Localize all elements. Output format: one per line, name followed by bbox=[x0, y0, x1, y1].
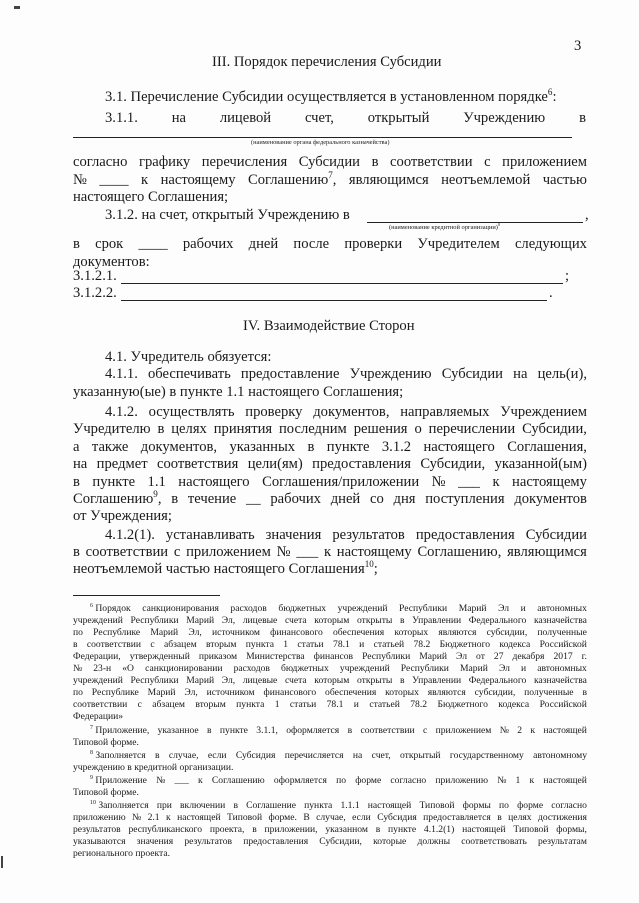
section-4-heading: IV. Взаимодействие Сторон bbox=[243, 318, 415, 334]
paragraph-4-1-2-line-2: Учредителю в целях принятия последним решения о перечислении Субсидии, bbox=[73, 421, 587, 437]
footnote-10-line-1: $^{10}$ Заполняется при включении в Соглашение пункта 1.1.1 настоящей Типовой формы по форме согласно bbox=[90, 799, 587, 811]
section-3-heading: III. Порядок перечисления Субсидии bbox=[212, 54, 442, 70]
footnote-6-line-6: № 23-н «О санкционировании расходов бюджетных учреждений Республики Марий Эл и автономных bbox=[73, 663, 587, 674]
paragraph-3-1-2: 3.1.2. на счет, открытый Учреждению в bbox=[105, 207, 350, 223]
footnote-6-line-4: в соответствии с абзацем вторым пункта 1 статьи 78.1 и статьей 78.2 Бюджетного кодекса Российской bbox=[73, 639, 587, 650]
treasury-caption: (наименование органа федерального казначейства) bbox=[251, 139, 390, 146]
footnote-7-line-1: $^7$ Приложение, указанное в пункте 3.1.1, оформляется в соответствии с приложением № 2 к настоящей bbox=[90, 724, 587, 736]
schedule-line-3: настоящего Соглашения; bbox=[73, 189, 229, 205]
item-3-1-2-2-blank bbox=[121, 300, 547, 301]
footnote-mark-6: 6 bbox=[90, 602, 93, 609]
deadline-line-1: в срок ____ рабочих дней после проверки Учредителем следующих bbox=[73, 236, 587, 252]
footnote-mark-10: 10 bbox=[90, 799, 96, 806]
bank-caption: (наименование кредитной организации)$^8$ bbox=[389, 221, 500, 231]
footnote-ref-9: 9 bbox=[153, 489, 158, 500]
item-3-1-2-1: 3.1.2.1. bbox=[73, 268, 117, 284]
footnote-9-last-line: Типовой форме. bbox=[73, 787, 139, 798]
paragraph-4-1-2-line-3: а также документов, указанных в пункте 3.1.2 настоящего Соглашения, bbox=[73, 439, 587, 455]
item-3-1-2-1-end: ; bbox=[565, 268, 570, 284]
footnote-10-line-3: результатов республиканского проекта, в приложении, указанном в пункте 4.1.2(1) настоящей Типовой формы, bbox=[73, 824, 587, 835]
footnote-6-last-line: Федерации» bbox=[73, 711, 124, 722]
footnote-6-line-8: по Республике Марий Эл, источником финансового обеспечения которых являются субсидии, полученные в bbox=[73, 687, 587, 698]
paragraph-4-1-1-line-2: указанную(ые) в пункте 1.1 настоящего Соглашения; bbox=[73, 384, 404, 400]
item-3-1-2-2: 3.1.2.2. bbox=[73, 285, 117, 301]
scan-mark bbox=[1, 856, 3, 868]
footnote-10-line-2: приложению № 2.1 к настоящей Типовой форме. В случае, если Субсидия предоставляется в целях достижения bbox=[73, 812, 587, 823]
bank-blank-line bbox=[367, 222, 583, 223]
paragraph-4-1-2-1-line-1: 4.1.2(1). устанавливать значения результатов предоставления Субсидии bbox=[105, 527, 587, 543]
footnote-7-last-line: Типовой форме. bbox=[73, 737, 139, 748]
footnote-6-line-2: учреждений Республики Марий Эл, лицевые счета которым открыты в Управлении Федерального казначейства bbox=[73, 615, 587, 626]
schedule-line-2: № ____ к настоящему Соглашению$^7$, являющимся неотъемлемой частью bbox=[73, 170, 587, 188]
treasury-blank-line bbox=[73, 137, 572, 138]
paragraph-4-1-2-1-line-3: неотъемлемой частью настоящего Соглашения$^{10}$; bbox=[73, 559, 378, 577]
footnote-mark-9: 9 bbox=[90, 774, 93, 781]
paragraph-3-1-2-end: , bbox=[585, 207, 589, 223]
footnote-mark-8: 8 bbox=[90, 749, 93, 756]
paragraph-3-1-1: 3.1.1. на лицевой счет, открытый Учреждению в bbox=[105, 110, 586, 126]
paragraph-3-1: 3.1. Перечисление Субсидии осуществляется в установленном порядке$^6$: bbox=[105, 87, 557, 105]
footnote-6-line-7: учреждений Республики Марий Эл, лицевые счета которым открыты в Управлении Федерального казначейства bbox=[73, 675, 587, 686]
footnote-6-line-1: $^6$ Порядок санкционирования расходов бюджетных учреждений Республики Марий Эл и автономных bbox=[90, 602, 587, 614]
paragraph-4-1-2-line-7: от Учреждения; bbox=[73, 508, 172, 524]
item-3-1-2-2-end: . bbox=[549, 285, 553, 301]
footnote-6-line-3: по Республике Марий Эл, источником финансового обеспечения которых являются субсидии, полученные bbox=[73, 627, 587, 638]
schedule-line-1: согласно графику перечисления Субсидии в соответствии с приложением bbox=[73, 154, 587, 170]
footnote-10-last-line: регионального проекта. bbox=[73, 848, 170, 859]
paragraph-4-1-2-1-line-2: в соответствии с приложением № ___ к настоящему Соглашению, являющимся bbox=[73, 544, 587, 560]
footnote-ref-6: 6 bbox=[547, 87, 553, 98]
footnote-ref-10: 10 bbox=[364, 559, 374, 570]
paragraph-4-1: 4.1. Учредитель обязуется: bbox=[105, 349, 272, 365]
paragraph-4-1-2-line-4: на предмет соответствия цели(ям) предоставления Субсидии, указанной(ым) bbox=[73, 456, 587, 472]
paragraph-4-1-2-line-6: Соглашению$^9$, в течение __ рабочих дней со дня поступления документов bbox=[73, 489, 587, 507]
footnote-6-line-9: соответствии с абзацем вторым пункта 1 статьи 78.1 и статьей 78.2 Бюджетного кодекса Российской bbox=[73, 699, 587, 710]
footnote-8-line-1: $^8$ Заполняется в случае, если Субсидия перечисляется на счет, открытый государственному автономному bbox=[90, 749, 587, 761]
footnote-6-line-5: Федерации, утвержденный приказом Министерства финансов Республики Марий Эл от 27 декабря 2017 г. bbox=[73, 651, 587, 662]
footnote-ref-8: 8 bbox=[497, 221, 500, 227]
paragraph-4-1-1-line-1: 4.1.1. обеспечивать предоставление Учреждению Субсидии на цель(и), bbox=[105, 366, 587, 382]
deadline-line-2: документов: bbox=[73, 254, 150, 270]
paragraph-4-1-2-line-5: в пункте 1.1 настоящего Соглашения/приложении № ___ к настоящему bbox=[73, 474, 587, 490]
paragraph-4-1-2-line-1: 4.1.2. осуществлять проверку документов, направляемых Учреждением bbox=[105, 404, 587, 420]
page-number: 3 bbox=[574, 38, 582, 54]
footnote-separator bbox=[73, 595, 220, 596]
footnote-8-last-line: учреждению в кредитной организации. bbox=[73, 762, 234, 773]
footnote-9-line-1: $^9$ Приложение № ___ к Соглашению оформляется по форме согласно приложению № 1 к настоящей bbox=[90, 774, 587, 786]
item-3-1-2-1-blank bbox=[121, 283, 563, 284]
footnote-10-line-4: указываются значения результатов предоставления Субсидии, которые должны соответствовать результатам bbox=[73, 836, 587, 847]
footnote-ref-7: 7 bbox=[328, 170, 333, 181]
scan-mark bbox=[14, 6, 20, 9]
footnote-mark-7: 7 bbox=[90, 724, 93, 731]
